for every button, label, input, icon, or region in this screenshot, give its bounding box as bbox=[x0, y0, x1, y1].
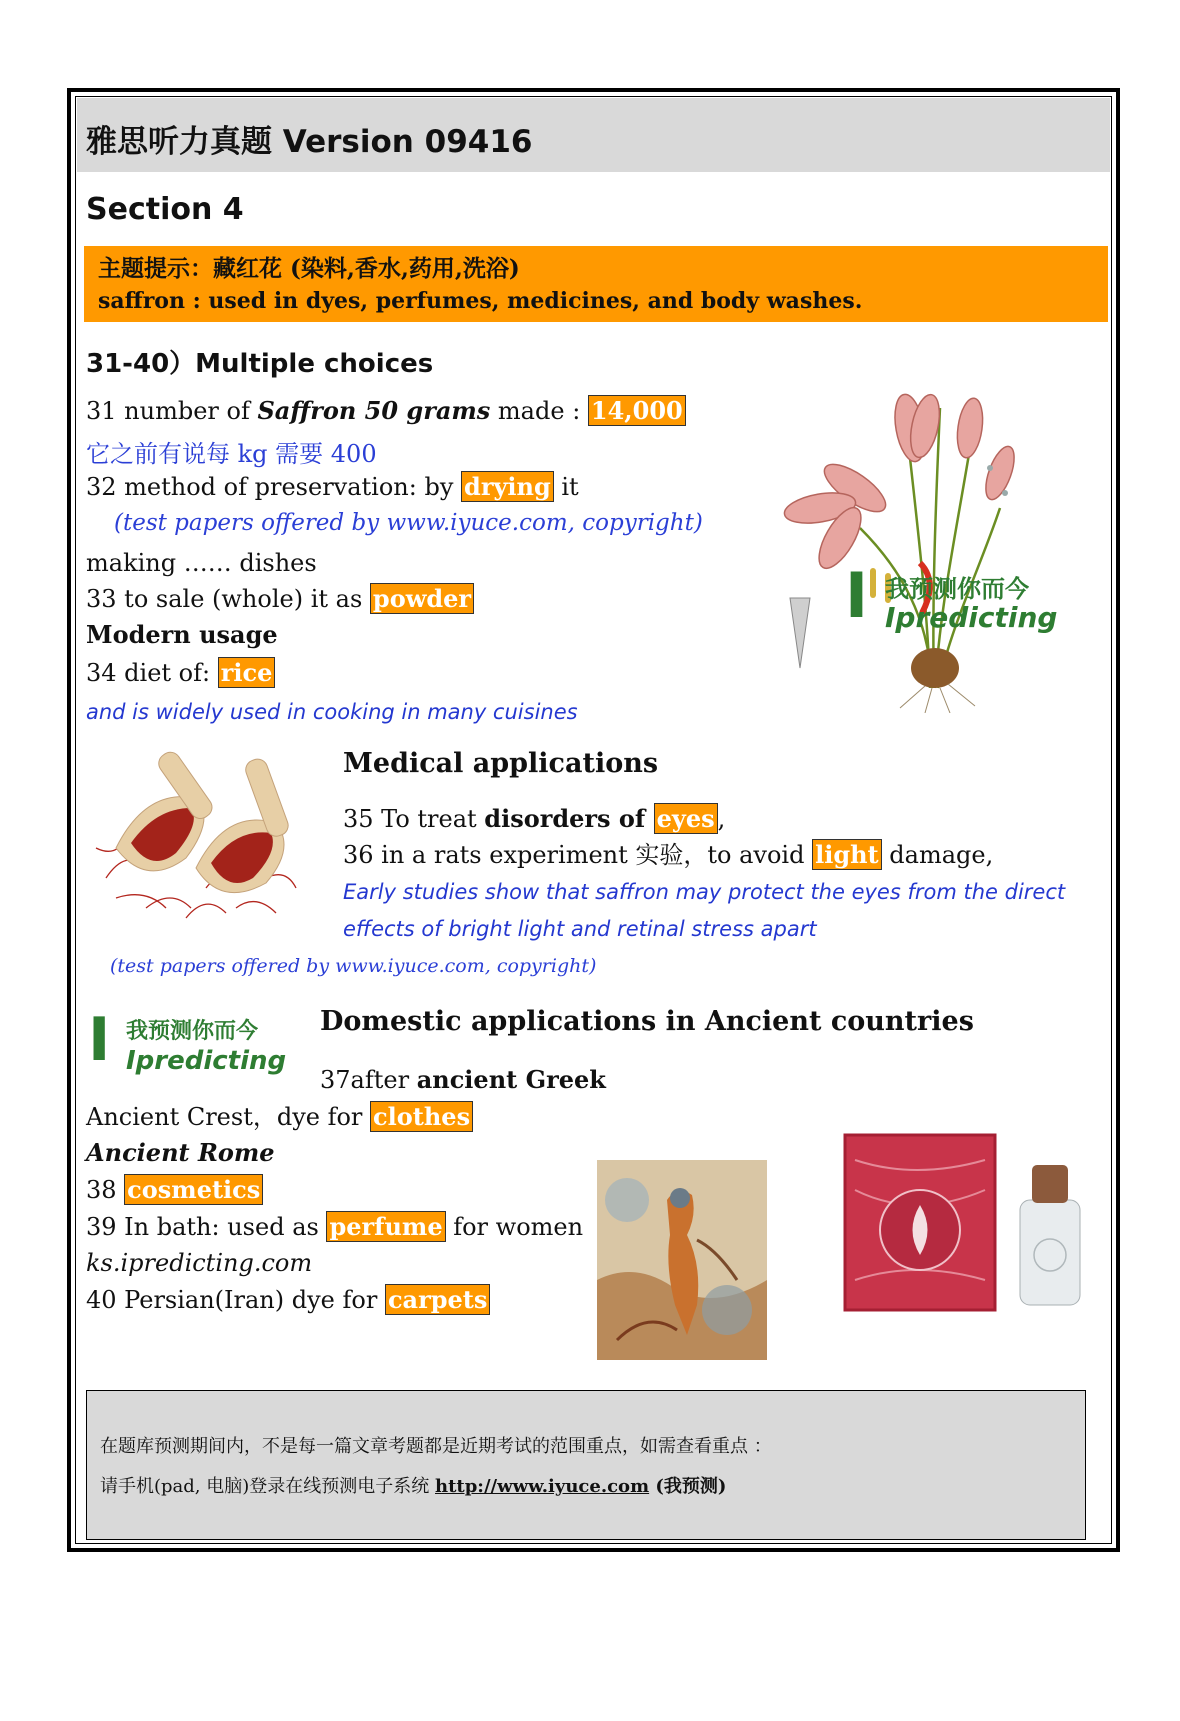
perfume-product-image bbox=[835, 1120, 1095, 1320]
question-39 bbox=[86, 1212, 583, 1242]
answer-36: light bbox=[812, 839, 882, 870]
q31-note: 它之前有说每 kg 需要 400 bbox=[86, 440, 377, 468]
question-34 bbox=[86, 658, 275, 688]
answer-33: powder bbox=[370, 583, 474, 614]
question-40 bbox=[86, 1285, 490, 1315]
multiple-choice-heading: 31-40）Multiple choices bbox=[86, 349, 434, 379]
crest-prefix: Ancient Crest，dye for bbox=[86, 1103, 371, 1131]
question-32 bbox=[86, 472, 579, 502]
answer-31: 14,000 bbox=[588, 395, 686, 426]
ancient-crest-line bbox=[86, 1102, 473, 1132]
copyright-note-1: (test papers offered by www.iyuce.com, copyright) bbox=[114, 510, 703, 536]
iyuce-link[interactable]: http://www.iyuce.com bbox=[435, 1476, 650, 1497]
question-38 bbox=[86, 1175, 263, 1205]
making-dishes: making …… dishes bbox=[86, 549, 317, 577]
answer-38: cosmetics bbox=[124, 1174, 263, 1205]
page-title: 雅思听力真题 Version 09416 bbox=[86, 124, 533, 160]
question-35 bbox=[343, 804, 725, 834]
modern-usage-heading: Modern usage bbox=[86, 620, 278, 649]
watermark-logo-2: I 我预测你而今 Ipredicting bbox=[88, 1005, 287, 1076]
watermark-logo-1: I 我预测你而今 Ipredicting bbox=[845, 559, 1058, 634]
site-url: ks.ipredicting.com bbox=[86, 1249, 313, 1277]
q39-prefix: 39 In bath: used as bbox=[86, 1213, 327, 1241]
q35-prefix: 35 To treat bbox=[343, 805, 485, 833]
footer-line-1: 在题库预测期间内，不是每一篇文章考题都是近期考试的范围重点，如需查看重点 ： bbox=[100, 1436, 772, 1457]
q32-prefix: 32 method of preservation: by bbox=[86, 473, 462, 501]
q33-prefix: 33 to sale (whole) it as bbox=[86, 585, 370, 613]
q36-suffix: damage, bbox=[881, 841, 994, 869]
q31-emphasis: Saffron 50 grams bbox=[257, 396, 491, 425]
answer-32: drying bbox=[461, 471, 554, 502]
q39-suffix: for women bbox=[445, 1213, 584, 1241]
q36-prefix: 36 in a rats experiment 实验，to avoid bbox=[343, 841, 813, 869]
footer-box bbox=[86, 1390, 1086, 1540]
answer-34: rice bbox=[218, 657, 276, 688]
medical-heading: Medical applications bbox=[343, 748, 659, 779]
question-36 bbox=[343, 840, 993, 870]
q35-bold: disorders of bbox=[484, 804, 654, 833]
q35-suffix: , bbox=[717, 805, 726, 833]
question-33 bbox=[86, 584, 474, 614]
saffron-flower-illustration bbox=[760, 368, 1090, 713]
ancient-rome-heading: Ancient Rome bbox=[86, 1138, 275, 1167]
medical-note-line-2: effects of bright light and retinal stress apart bbox=[343, 917, 817, 941]
q32-suffix: it bbox=[553, 473, 579, 501]
medical-note-line-1: Early studies show that saffron may protect the eyes from the direct bbox=[343, 880, 1066, 904]
q37-bold: ancient Greek bbox=[416, 1065, 606, 1094]
answer-40: carpets bbox=[385, 1284, 490, 1315]
footer-line-2-prefix: 请手机(pad, 电脑)登录在线预测电子系统 bbox=[100, 1476, 435, 1497]
question-31 bbox=[86, 396, 686, 426]
q31-mid: made : bbox=[490, 397, 588, 425]
answer-35: eyes bbox=[654, 803, 718, 834]
q37-prefix: 37after bbox=[320, 1066, 417, 1094]
answer-crest: clothes bbox=[370, 1101, 473, 1132]
q38-prefix: 38 bbox=[86, 1176, 125, 1204]
section-heading: Section 4 bbox=[86, 192, 244, 227]
saffron-scoops-image bbox=[86, 728, 326, 938]
copyright-note-2: (test papers offered by www.iyuce.com, copyright) bbox=[110, 955, 597, 977]
ancient-fresco-image bbox=[597, 1160, 767, 1360]
answer-39: perfume bbox=[326, 1211, 445, 1242]
domestic-heading: Domestic applications in Ancient countries bbox=[320, 1006, 974, 1037]
topic-chinese: 主题提示：藏红花 (染料,香水,药用,洗浴) bbox=[98, 255, 520, 282]
cooking-note: and is widely used in cooking in many cuisines bbox=[86, 700, 578, 724]
footer-line-2-suffix: (我预测) bbox=[649, 1476, 727, 1497]
q40-prefix: 40 Persian(Iran) dye for bbox=[86, 1286, 385, 1314]
q34-prefix: 34 diet of: bbox=[86, 659, 218, 687]
footer-line-2 bbox=[100, 1472, 726, 1498]
question-37 bbox=[320, 1065, 606, 1095]
q31-prefix: 31 number of bbox=[86, 397, 258, 425]
topic-english: saffron : used in dyes, perfumes, medicines, and body washes. bbox=[98, 288, 863, 314]
